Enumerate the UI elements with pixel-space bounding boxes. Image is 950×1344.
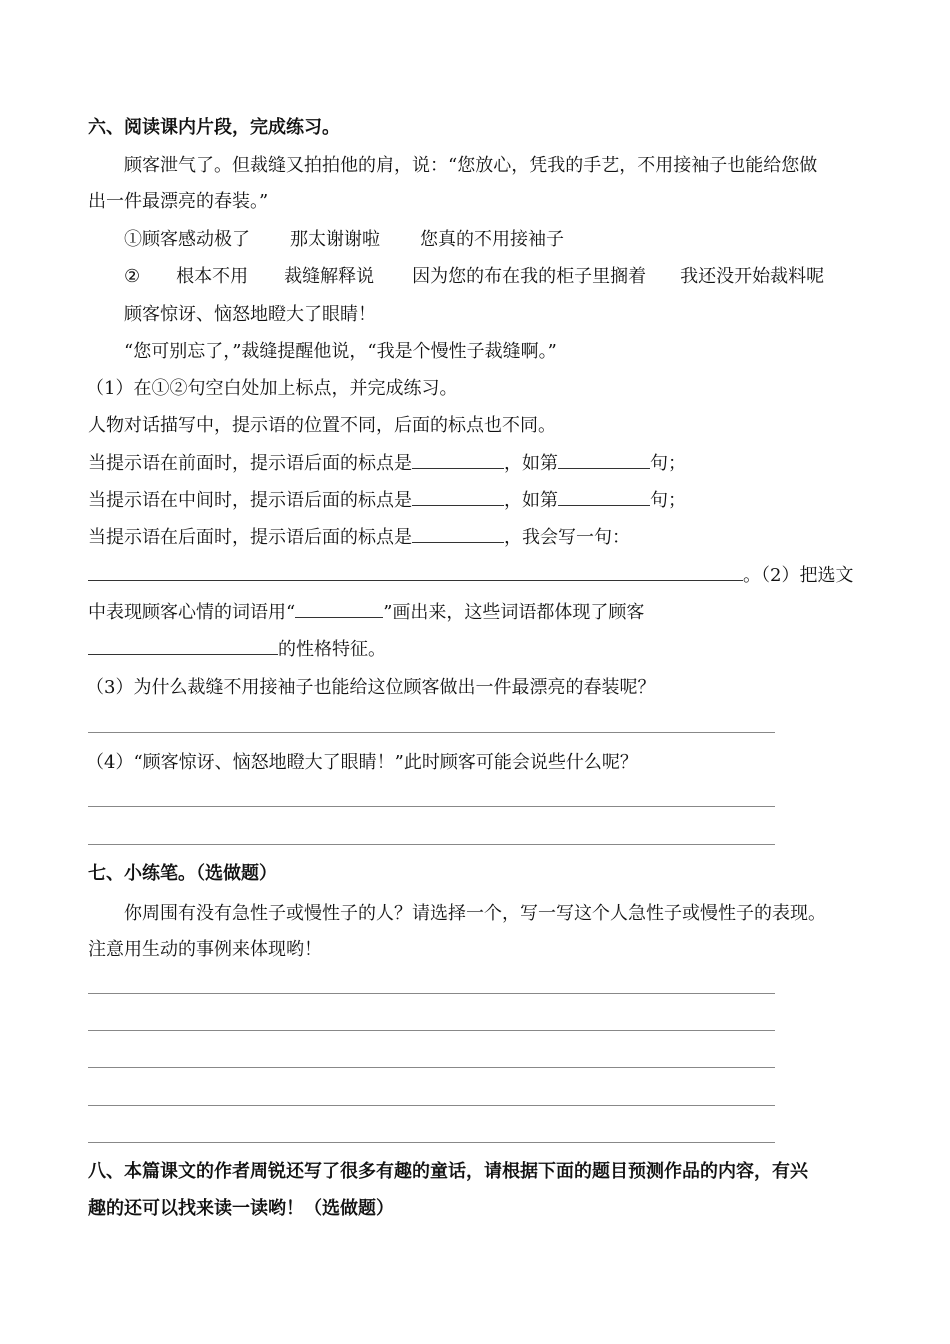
answer-line[interactable] (88, 1105, 775, 1106)
passage-item-1 (124, 228, 564, 252)
question-2-line-c (88, 638, 386, 662)
question-4: （4）“顾客惊讶、恼怒地瞪大了眼睛！”此时顾客可能会说些什么呢？ (86, 752, 638, 773)
answer-line[interactable] (88, 993, 775, 994)
passage-line: 顾客泄气了。但裁缝又拍拍他的肩，说：“您放心，凭我的手艺，不用接袖子也能给您做 (124, 155, 818, 176)
answer-line[interactable] (88, 1142, 775, 1143)
answer-line[interactable] (88, 844, 775, 845)
item2-part: 裁缝解释说 (284, 266, 375, 287)
question-1: （1）在①②句空白处加上标点，并完成练习。 (86, 378, 458, 399)
answer-line[interactable] (88, 806, 775, 807)
answer-blank[interactable] (558, 489, 650, 506)
passage-line: “您可别忘了，”裁缝提醒他说，“我是个慢性子裁缝啊。” (124, 341, 557, 362)
question-1-intro: 人物对话描写中，提示语的位置不同，后面的标点也不同。 (88, 415, 556, 436)
answer-blank[interactable] (88, 564, 743, 581)
prompt-text: 当提示语在中间时，提示语后面的标点是 (88, 490, 412, 511)
prompt-text: 当提示语在后面时，提示语后面的标点是 (88, 527, 412, 548)
answer-blank[interactable] (88, 638, 278, 655)
prompt-text: 的性格特征。 (278, 639, 386, 660)
passage-line: 出一件最漂亮的春装。” (88, 191, 269, 212)
answer-blank[interactable] (412, 526, 504, 543)
prompt-text: 当提示语在前面时，提示语后面的标点是 (88, 453, 412, 474)
question-2-line-b (88, 601, 644, 625)
prompt-text: 句； (650, 453, 686, 474)
question-2-line-a (88, 564, 853, 588)
item2-part: ② (124, 266, 141, 287)
question-1-line-a (88, 452, 686, 476)
section-7-text: 你周围有没有急性子或慢性子的人？请选择一个，写一写这个人急性子或慢性子的表现。 (124, 903, 826, 924)
item1-part: ①顾客感动极了 (124, 229, 250, 250)
answer-blank[interactable] (295, 601, 383, 618)
answer-blank[interactable] (412, 489, 504, 506)
question-1-line-b (88, 489, 686, 513)
section-6-heading: 六、阅读课内片段，完成练习。 (88, 117, 340, 138)
answer-line[interactable] (88, 1067, 775, 1068)
item1-part: 那太谢谢啦 (290, 229, 380, 250)
passage-item-2 (124, 265, 824, 289)
answer-blank[interactable] (412, 452, 504, 469)
prompt-text: 。（2）把选文 (743, 565, 854, 586)
section-7-heading: 七、小练笔。（选做题） (88, 863, 277, 884)
answer-line[interactable] (88, 732, 775, 733)
item2-part: 根本不用 (176, 266, 249, 287)
prompt-text: ，如第 (504, 453, 558, 474)
section-7-text: 注意用生动的事例来体现哟！ (88, 939, 322, 960)
section-8-heading: 趣的还可以找来读一读哟！（选做题） (88, 1198, 394, 1219)
prompt-text: 中表现顾客心情的词语用“ (88, 602, 296, 623)
prompt-text: ，如第 (504, 490, 558, 511)
item2-part: 因为您的布在我的柜子里搁着 (412, 266, 647, 287)
section-8-heading: 八、本篇课文的作者周锐还写了很多有趣的童话，请根据下面的题目预测作品的内容，有兴 (88, 1161, 808, 1182)
prompt-text: ”画出来，这些词语都体现了顾客 (383, 602, 645, 623)
prompt-text: 句； (650, 490, 686, 511)
passage-line: 顾客惊讶、恼怒地瞪大了眼睛！ (124, 304, 376, 325)
question-3: （3）为什么裁缝不用接袖子也能给这位顾客做出一件最漂亮的春装呢？ (86, 677, 656, 698)
question-1-line-c (88, 526, 630, 550)
answer-line[interactable] (88, 1030, 775, 1031)
item1-part: 您真的不用接袖子 (420, 229, 564, 250)
item2-part: 我还没开始裁料呢 (680, 266, 825, 287)
answer-blank[interactable] (558, 452, 650, 469)
prompt-text: ，我会写一句： (504, 527, 630, 548)
